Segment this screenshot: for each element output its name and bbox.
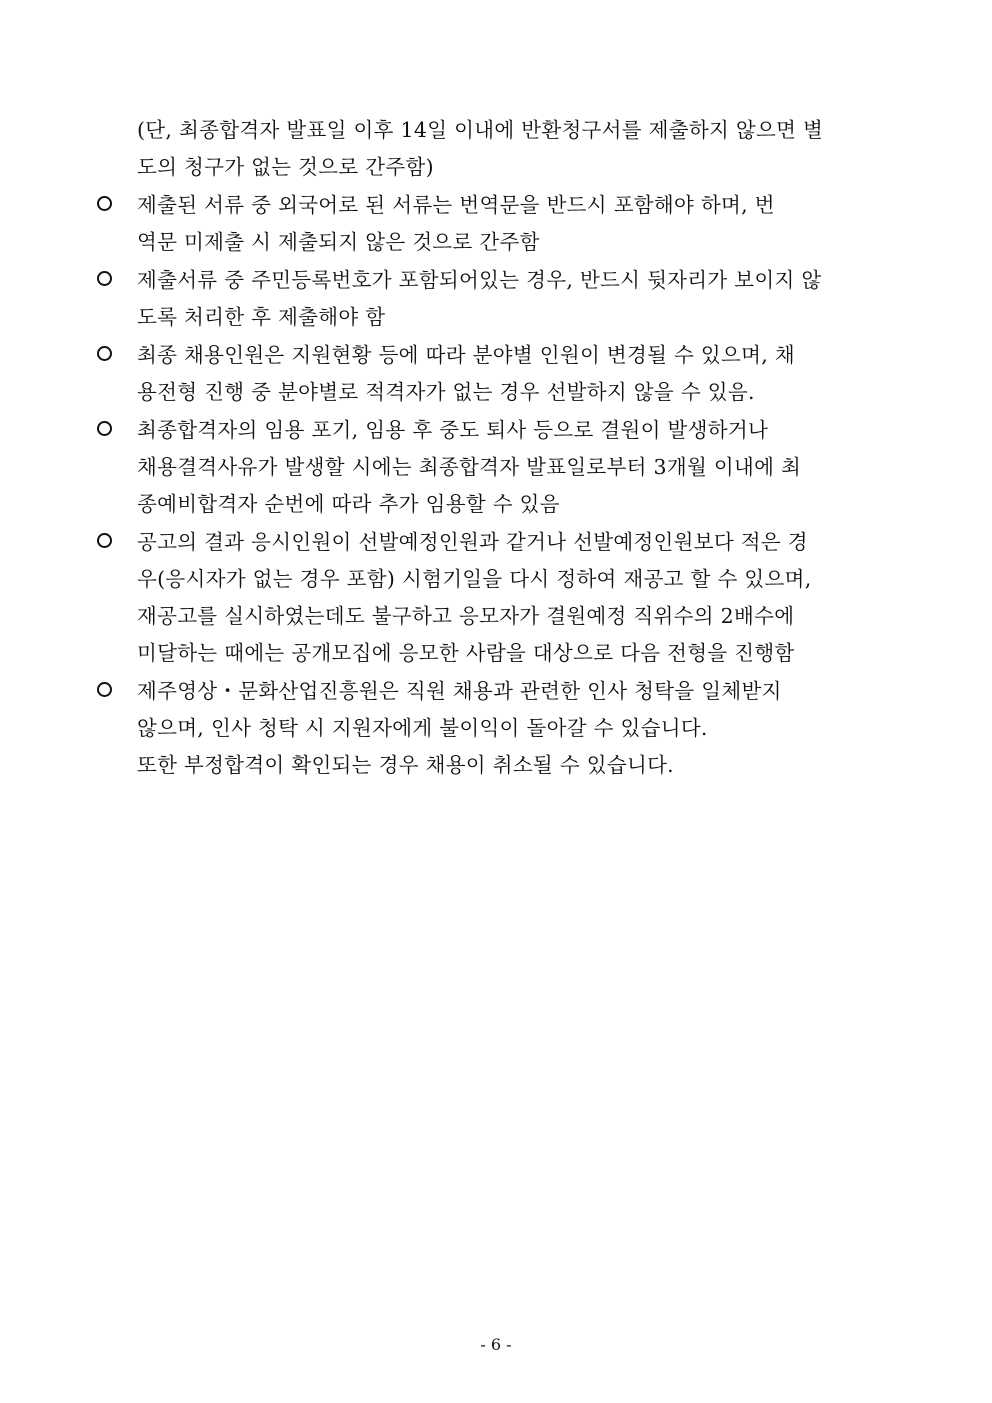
page-number: - 6 - xyxy=(480,1335,512,1354)
text-line: 종예비합격자 순번에 따라 추가 임용할 수 있음 xyxy=(137,492,560,516)
text-line: 미달하는 때에는 공개모집에 응모한 사람을 대상으로 다음 전형을 진행함 xyxy=(137,641,795,665)
notice-item xyxy=(95,262,922,336)
text-line: (단, 최종합격자 발표일 이후 14일 이내에 반환청구서를 제출하지 않으면 별 xyxy=(137,118,824,142)
circle-bullet-icon xyxy=(97,346,112,361)
text-line: 용전형 진행 중 분야별로 적격자가 없는 경우 선발하지 않을 수 있음. xyxy=(137,380,755,404)
text-line: 도의 청구가 없는 것으로 간주함) xyxy=(137,155,434,179)
text-line: 채용결격사유가 발생할 시에는 최종합격자 발표일로부터 3개월 이내에 최 xyxy=(137,455,802,479)
text-line: 제출된 서류 중 외국어로 된 서류는 번역문을 반드시 포함해야 하며, 번 xyxy=(137,193,775,217)
text-line: 제출서류 중 주민등록번호가 포함되어있는 경우, 반드시 뒷자리가 보이지 않 xyxy=(137,268,822,292)
text-line: 우(응시자가 없는 경우 포함) 시험기일을 다시 정하여 재공고 할 수 있으며, xyxy=(137,567,812,591)
paragraph-text xyxy=(137,112,922,186)
continuation-paragraph xyxy=(95,112,922,186)
notice-item xyxy=(95,412,922,523)
circle-bullet-icon xyxy=(97,533,112,548)
paragraph-text xyxy=(137,524,922,672)
text-line: 또한 부정합격이 확인되는 경우 채용이 취소될 수 있습니다. xyxy=(137,753,675,777)
paragraph-text xyxy=(137,337,922,411)
notice-content xyxy=(95,112,925,784)
circle-bullet-icon xyxy=(97,196,112,211)
text-line: 제주영상・문화산업진흥원은 직원 채용과 관련한 인사 청탁을 일체받지 xyxy=(137,679,782,703)
text-line: 최종합격자의 임용 포기, 임용 후 중도 퇴사 등으로 결원이 발생하거나 xyxy=(137,418,769,442)
paragraph-text xyxy=(137,187,922,261)
text-line: 않으며, 인사 청탁 시 지원자에게 불이익이 돌아갈 수 있습니다. xyxy=(137,716,708,740)
text-line: 공고의 결과 응시인원이 선발예정인원과 같거나 선발예정인원보다 적은 경 xyxy=(137,530,808,554)
notice-item xyxy=(95,524,922,672)
text-line: 재공고를 실시하였는데도 불구하고 응모자가 결원예정 직위수의 2배수에 xyxy=(137,604,795,628)
text-line: 도록 처리한 후 제출해야 함 xyxy=(137,305,386,329)
circle-bullet-icon xyxy=(97,271,112,286)
circle-bullet-icon xyxy=(97,682,112,697)
text-line: 역문 미제출 시 제출되지 않은 것으로 간주함 xyxy=(137,230,540,254)
notice-item xyxy=(95,337,922,411)
circle-bullet-icon xyxy=(97,421,112,436)
notice-item xyxy=(95,673,922,784)
paragraph-text xyxy=(137,673,922,784)
notice-item xyxy=(95,187,922,261)
paragraph-text xyxy=(137,412,922,523)
paragraph-text xyxy=(137,262,922,336)
text-line: 최종 채용인원은 지원현황 등에 따라 분야별 인원이 변경될 수 있으며, 채 xyxy=(137,343,795,367)
